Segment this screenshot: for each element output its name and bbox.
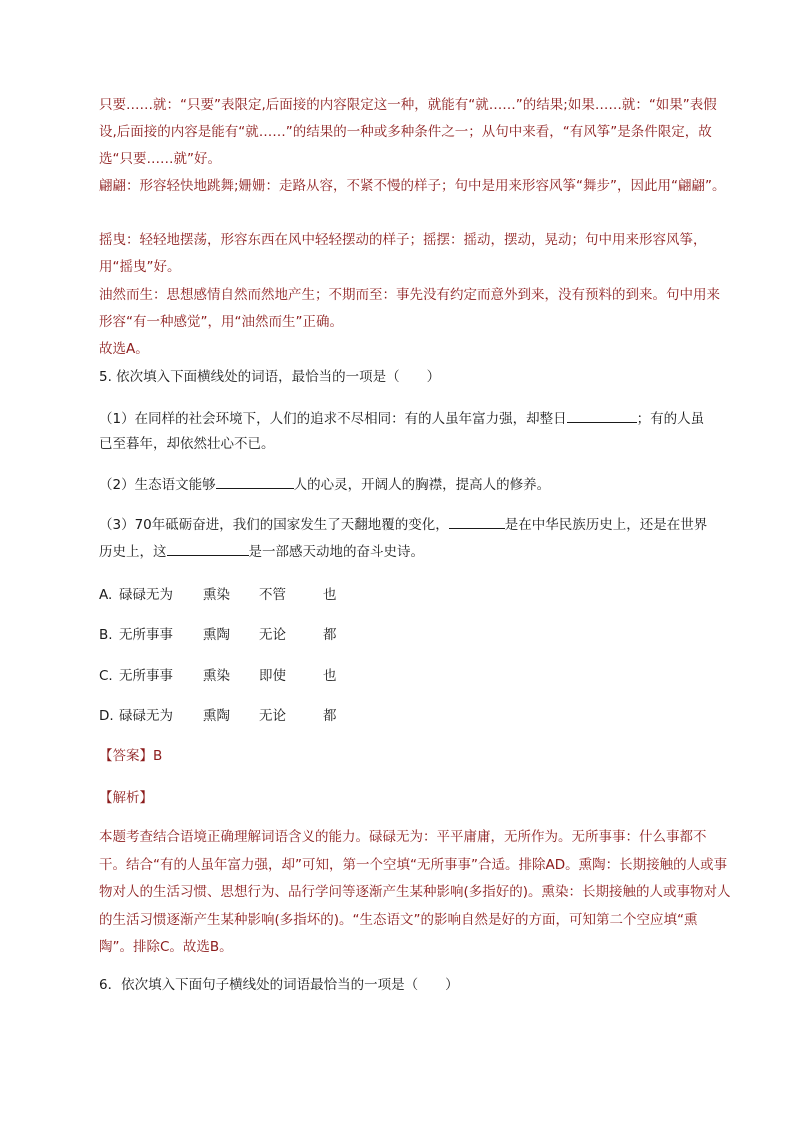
option-word-1: 无所事事 [119,627,173,643]
sentence-2-text-a: （2）生态语文能够 [99,477,216,493]
option-word-3: 无论 [259,708,286,724]
analysis-paragraph-4: 油然而生：思想感情自然而然地产生；不期而至：事先没有约定而意外到来，没有预料的到来。句中用来形容“有一种感觉”，用“油然而生”正确。 [99,287,720,330]
option-word-4: 都 [323,708,337,724]
question-6-stem: 6．依次填入下面句子横线处的词语最恰当的一项是（ ） [99,977,459,993]
option-word-3: 无论 [259,627,286,643]
analysis-paragraph-1: 只要……就：“只要”表限定,后面接的内容限定这一种，就能有“就……”的结果;如果……就：“如果”表假设,后面接的内容是能有“就……”的结果的一种或多种条件之一；从句中来看，“有风筝”是条件限定，故选“只要……就”好。 [99,97,717,167]
option-d[interactable] [99,704,337,724]
analysis-tag: 【解析】 [99,790,153,806]
option-label: D. [99,708,114,724]
analysis-paragraph-2: 翩翩：形容轻快地跳舞;姗姗：走路从容，不紧不慢的样子；句中是用来形容风筝“舞步”，因此用“翩翩”。 [99,178,726,194]
option-word-4: 都 [323,627,337,643]
option-a[interactable] [99,583,337,603]
sentence-2-text-b: 人的心灵，开阔人的胸襟，提高人的修养。 [293,477,551,493]
option-word-1: 碌碌无为 [119,587,173,603]
answer-line [99,745,162,767]
sentence-3-line-1 [99,514,707,536]
option-word-3: 即使 [259,668,286,684]
option-word-4: 也 [323,587,337,603]
answer-value: B [153,748,163,764]
answer-tag: 【答案】 [99,748,153,764]
option-word-2: 熏染 [203,668,230,684]
option-word-3: 不管 [259,587,286,603]
sentence-3-text-b: 是在中华民族历史上，还是在世界 [504,517,708,533]
blank-4 [167,541,249,556]
option-b[interactable] [99,623,337,643]
option-word-4: 也 [323,668,337,684]
sentence-3-line-2 [99,541,424,563]
option-c[interactable] [99,664,337,684]
blank-2 [216,474,294,489]
option-word-2: 熏陶 [203,627,230,643]
analysis-body: 本题考查结合语境正确理解词语含义的能力。碌碌无为：平平庸庸，无所作为。无所事事：什么事都不干。结合“有的人虽年富力强，却”可知，第一个空填“无所事事”合适。排除AD。熏陶：长期接触的人或事物对人的生活习惯、思想行为、品行学问等逐渐产生某种影响(多指好的)。熏染：长期接触的人或事物对人的生活习惯逐渐产生某种影响(多指坏的)。“生态语文”的影响自然是好的方面，可知第二个空应填“熏陶”。排除C。故选B。 [99,829,731,955]
option-word-2: 熏陶 [203,708,230,724]
sentence-1-text-b: ；有的人虽 [636,411,705,427]
question-5-stem: 5. 依次填入下面横线处的词语，最恰当的一项是（ ） [99,369,441,385]
option-label: A. [99,587,113,603]
sentence-3-text-d: 是一部感天动地的奋斗史诗。 [248,544,424,560]
blank-1 [567,408,637,423]
option-word-2: 熏染 [203,587,230,603]
option-label: B. [99,627,113,643]
sentence-1-text-a: （1）在同样的社会环境下，人们的追求不尽相同：有的人虽年富力强，却整日 [99,411,567,427]
sentence-1-line-1 [99,408,704,430]
sentence-2 [99,474,550,496]
sentence-3-text-a: （3）70年砥砺奋进，我们的国家发生了天翻地覆的变化， [99,517,449,533]
sentence-1-text-c: 已至暮年，却依然壮心不已。 [99,436,275,452]
option-word-1: 碌碌无为 [119,708,173,724]
analysis-paragraph-3: 摇曳：轻轻地摆荡，形容东西在风中轻轻摆动的样子；摇摆：摇动，摆动，晃动；句中用来形容风筝，用“摇曳”好。 [99,232,707,275]
option-label: C. [99,668,113,684]
analysis-conclusion: 故选A。 [99,341,149,357]
option-word-1: 无所事事 [119,668,173,684]
blank-3 [449,514,505,529]
sentence-3-text-c: 历史上，这 [99,544,167,560]
